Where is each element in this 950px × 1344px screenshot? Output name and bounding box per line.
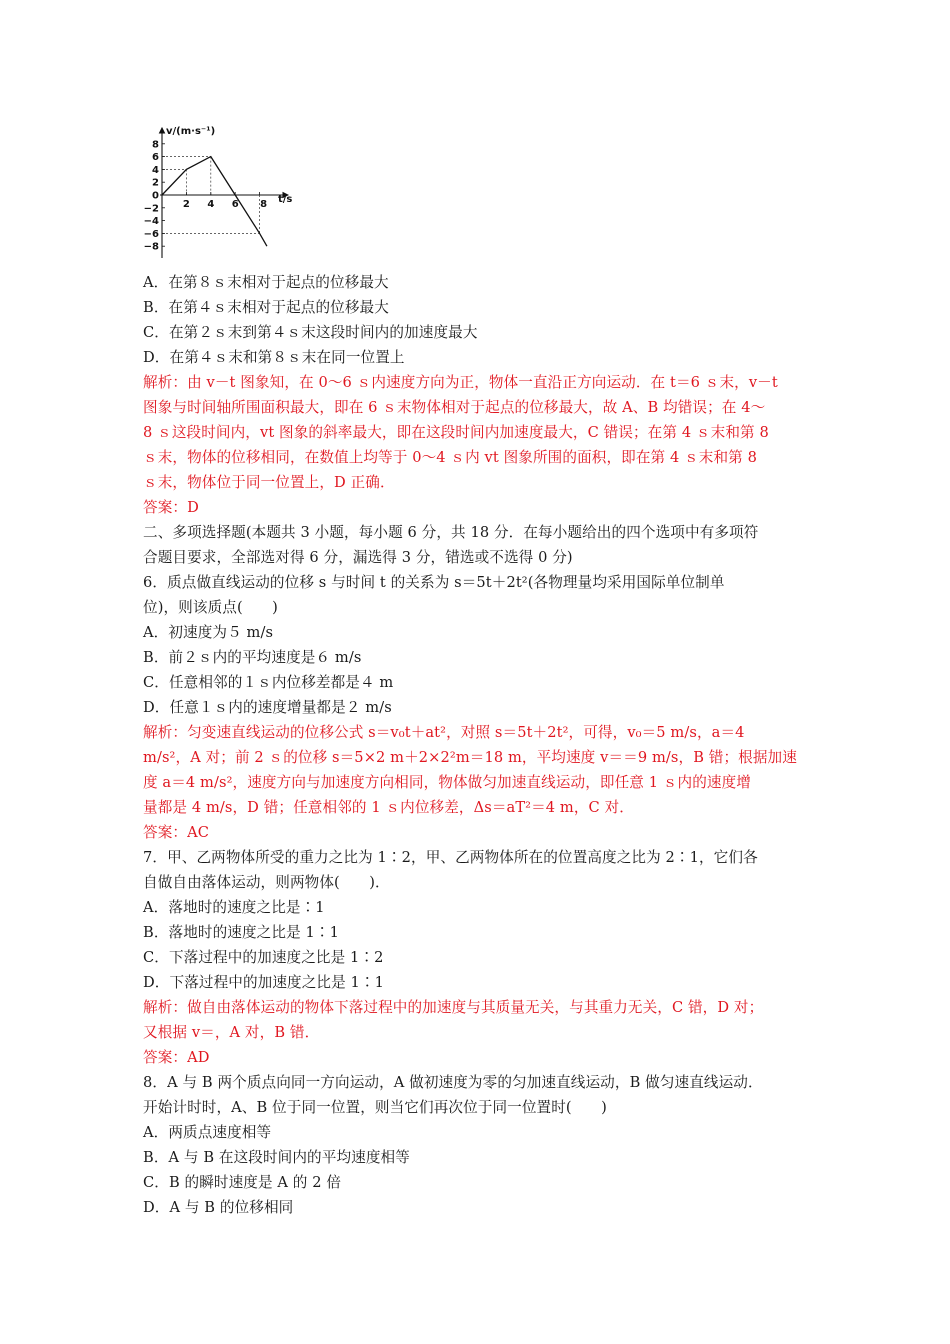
q6-stem-line: 位)，则该质点( ) [143,599,278,616]
velocity-line [162,157,267,247]
q6-stem [143,570,813,620]
q5-analysis-line: 解析：由 v－t 图象知，在 0～6 ｓ内速度方向为正，物体一直沿正方向运动．在 t＝6 ｓ末，v－t [143,374,778,391]
section2-heading [143,520,813,570]
q7-stem [143,845,813,895]
q7-analysis [143,995,813,1045]
q6-option: A．初速度为５ m/s [143,624,274,641]
q7-stem-line: 7．甲、乙两物体所受的重力之比为 1∶2，甲、乙两物体所在的位置高度之比为 2∶1，它们各 [143,849,758,866]
y-tick-label: 8 [152,139,159,151]
q8-stem-line: 开始计时时，A、B 位于同一位置，则当它们再次位于同一位置时( ) [143,1099,607,1116]
q6-analysis [143,720,813,820]
x-axis-label: t/s [278,194,292,205]
q7-option: A．落地时的速度之比是∶1 [143,899,325,916]
q6-option: D．任意１ｓ内的速度增量都是２ m/s [143,699,392,716]
q8-options-list [143,1120,813,1220]
q5-analysis-line: 图象与时间轴所围面积最大，即在 6 ｓ末物体相对于起点的位移最大，故 A、B 均错误；在 4～ [143,399,766,416]
q5-options-list [143,270,813,370]
y-tick-label: 0 [152,190,159,202]
q5-analysis-line: ｓ末，物体的位移相同，在数值上均等于 0～4 ｓ内 vt 图象所围的面积，即在第 4 ｓ末和第 8 [143,449,757,466]
velocity-time-graph [142,122,292,262]
q5-answer: 答案：D [143,499,199,516]
x-tick-label: 4 [207,199,215,210]
q6-options-list [143,620,813,720]
section2-line: 合题目要求，全部选对得 6 分，漏选得 3 分，错选或不选得 0 分) [143,549,573,566]
q7-option: B．落地时的速度之比是 1∶1 [143,924,339,941]
y-tick-label: −2 [143,203,159,215]
q5-option: D．在第４ｓ末和第８ｓ末在同一位置上 [143,349,405,366]
q6-stem-line: 6．质点做直线运动的位移 s 与时间 t 的关系为 s＝5t＋2t²(各物理量均采用国际单位制单 [143,574,725,591]
graph-plot-area [144,128,288,258]
q6-analysis-line: m/s²，A 对；前 2 ｓ的位移 s＝5×2 m＋2×2²m＝18 m，平均速度 v＝＝9 m/s，B 错；根据加速 [143,749,797,766]
q8-option: D．A 与 B 的位移相同 [143,1199,294,1216]
q5-option: C．在第２ｓ末到第４ｓ末这段时间内的加速度最大 [143,324,478,341]
q8-stem-line: 8．A 与 B 两个质点向同一方向运动，A 做初速度为零的匀加速直线运动，B 做匀速直线运动． [143,1074,763,1091]
q7-analysis-line: 又根据 v＝，A 对，B 错． [143,1024,320,1041]
y-tick-label: −6 [143,228,159,240]
q8-option: A．两质点速度相等 [143,1124,272,1141]
q7-analysis-line: 解析：做自由落体运动的物体下落过程中的加速度与其质量无关，与其重力无关，C 错，D 对； [143,999,764,1016]
q8-stem [143,1070,813,1120]
q6-analysis-line: 解析：匀变速直线运动的位移公式 s＝v₀t＋at²，对照 s＝5t＋2t²，可得，v₀＝5 m/s，a＝4 [143,724,745,741]
y-axis-label: v/(m·s⁻¹) [166,126,216,137]
q5-analysis-line: ｓ末，物体位于同一位置上，D 正确． [143,474,395,491]
q7-stem-line: 自做自由落体运动，则两物体( )． [143,874,390,891]
q7-option: C．下落过程中的加速度之比是 1∶2 [143,949,384,966]
q7-option: D．下落过程中的加速度之比是 1∶1 [143,974,385,991]
y-tick-label: −8 [143,241,159,253]
q5-analysis [143,370,813,495]
q8-option: C．B 的瞬时速度是 A 的 2 倍 [143,1174,342,1191]
y-tick-label: −4 [143,216,159,228]
q6-analysis-line: 量都是 4 m/s，D 错；任意相邻的 1 ｓ内位移差，Δs＝aT²＝4 m，C 对． [143,799,634,816]
q6-analysis-line: 度 a＝4 m/s²，速度方向与加速度方向相同，物体做匀加速直线运动，即任意 1 ｓ内的速度增 [143,774,751,791]
q5-analysis-line: 8 ｓ这段时间内，vt 图象的斜率最大，即在这段时间内加速度最大，C 错误；在第 4 ｓ末和第 8 [143,424,769,441]
q6-option: B．前２ｓ内的平均速度是６ m/s [143,649,362,666]
q5-option: A．在第８ｓ末相对于起点的位移最大 [143,274,389,291]
x-tick-label: 6 [231,199,239,210]
section2-line: 二、多项选择题(本题共 3 小题，每小题 6 分，共 18 分．在每小题给出的四个选项中有多项符 [143,524,759,541]
q5-option: B．在第４ｓ末相对于起点的位移最大 [143,299,389,316]
y-tick-label: 2 [152,177,159,189]
q7-options-list [143,895,813,995]
q6-option: C．任意相邻的１ｓ内位移差都是４ m [143,674,394,691]
y-tick-label: 4 [152,164,159,176]
q7-answer: 答案：AD [143,1049,210,1066]
q6-answer: 答案：AC [143,824,209,841]
q8-option: B．A 与 B 在这段时间内的平均速度相等 [143,1149,410,1166]
x-tick-label: 8 [260,199,268,210]
y-tick-label: 6 [152,152,159,164]
question-content [143,270,813,1220]
x-tick-label: 2 [182,199,190,210]
